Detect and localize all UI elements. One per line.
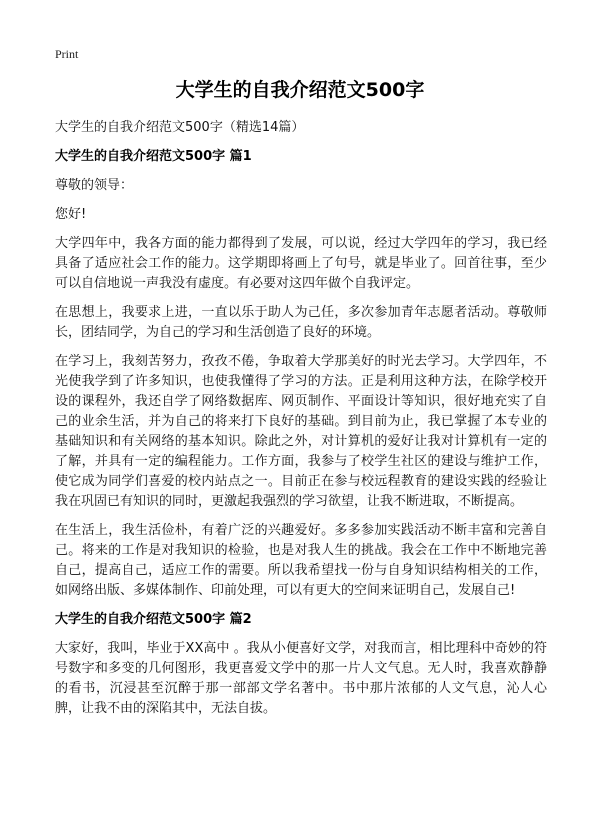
paragraph: 大学四年中，我各方面的能力都得到了发展，可以说，经过大学四年的学习，我已经具备了适应社会工作的能力。这学期即将画上了句号，就是毕业了。回首往事，至少可以自信地说一声我没有虚度。有必要对这四年做个自我评定。 — [55, 236, 547, 291]
print-link[interactable]: Print — [55, 47, 79, 61]
section-2 — [55, 610, 547, 719]
section-1 — [55, 147, 547, 601]
greeting: 您好! — [55, 207, 87, 222]
paragraph: 大家好，我叫，毕业于XX高中 。我从小便喜好文学，对我而言，相比理科中奇妙的符号数字和多变的几何图形，我更喜爱文学中的那一片人文气息。无人时，我喜欢静静的看书，沉浸甚至沉醉于那一部部文学名著中。书中那片浓郁的人文气息，沁人心脾，让我不由的深陷其中，无法自拔。 — [55, 641, 547, 716]
paragraph: 在生活上，我生活俭朴，有着广泛的兴趣爱好。多多参加实践活动不断丰富和完善自己。将来的工作是对我知识的检验，也是对我人生的挑战。我会在工作中不断地完善自己，提高自己，适应工作的需要。所以我希望找一份与自身知识结构相关的工作，如网络出版、多媒体制作、印前处理，可以有更大的空间来证明自己，发展自己! — [55, 523, 547, 598]
document-subtitle: 大学生的自我介绍范文500字（精选14篇） — [55, 120, 305, 135]
section-heading: 大学生的自我介绍范文500字 篇1 — [55, 149, 252, 164]
paragraph: 在学习上，我刻苦努力，孜孜不倦，争取着大学那美好的时光去学习。大学四年，不光使我学到了许多知识，也使我懂得了学习的方法。正是利用这种方法，在除学校开设的课程外，我还自学了网络数据库、网页制作、平面设计等知识，很好地充实了自己的业余生活，并为自己的将来打下良好的基础。到目前为止，我已掌握了本专业的基础知识和有关网络的基本知识。除此之外，对计算机的爱好让我对计算机有一定的了解，并具有一定的编程能力。工作方面，我参与了校学生社区的建设与维护工作，使它成为同学们喜爱的校内站点之一。目前正在参与校远程教育的建设实践的经验让我在巩固已有知识的同时，更激起我强烈的学习欲望，让我不断进取，不断提高。 — [55, 354, 547, 509]
document-body — [55, 118, 547, 728]
section-heading: 大学生的自我介绍范文500字 篇2 — [55, 612, 252, 627]
page-title: 大学生的自我介绍范文500字 — [175, 79, 425, 101]
paragraph: 在思想上，我要求上进，一直以乐于助人为己任，多次参加青年志愿者活动。尊敬师长，团结同学，为自己的学习和生活创造了良好的环境。 — [55, 305, 547, 340]
salutation: 尊敬的领导： — [55, 178, 134, 193]
